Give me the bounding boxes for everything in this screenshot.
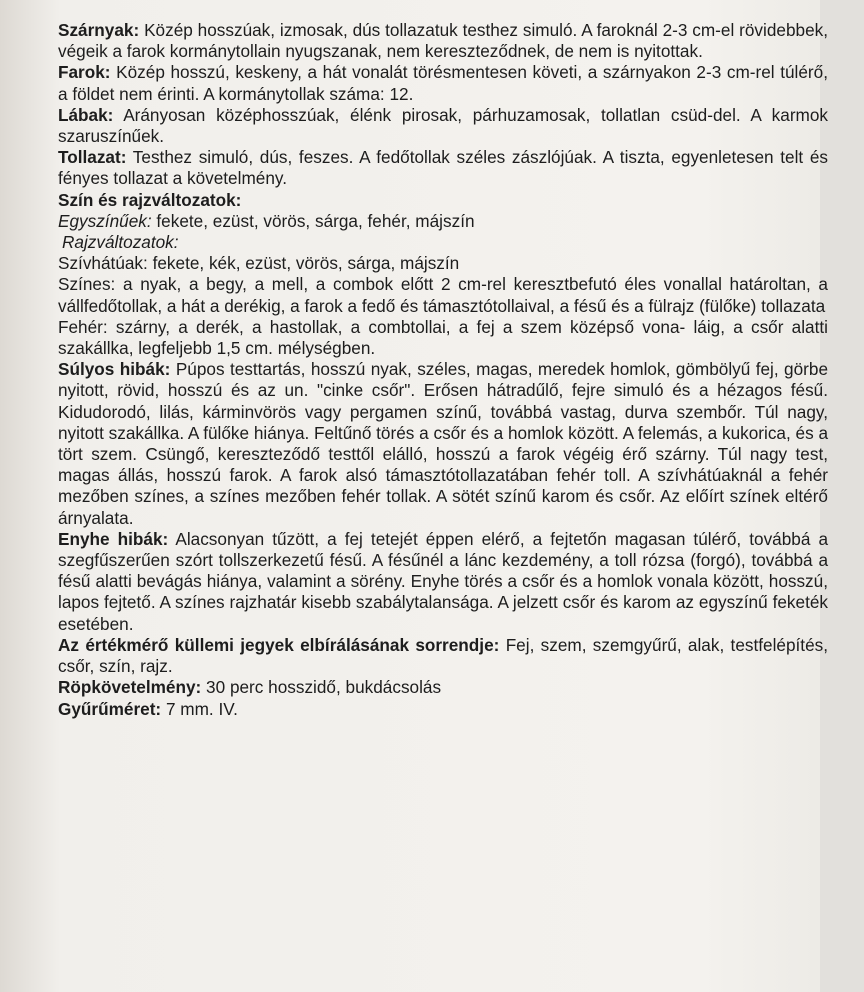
- szines-text: Színes: a nyak, a begy, a mell, a combok előtt 2 cm-rel keresztbefutó éles vonallal határoltan, a vállfedőtollak, a hát a derékig, a farok a fedő és támasztótollaival, a fésű és a fülrajz (fülőke) tollazata: [58, 274, 828, 316]
- egyszinuek-label: Egyszínűek:: [58, 210, 152, 231]
- section-sorrend: [58, 635, 828, 677]
- section-gyuru: [58, 699, 828, 720]
- text-enyhe: Alacsonyan tűzött, a fej tetejét éppen elérő, a fejtetőn magasan túlérő, továbbá a szegfűszerűen szórt tollszerkezetű fésű. A fésűnél a lánc kezdemény, a toll rózsa (forgó), továbbá a fésű alatti bevágás hiánya, valamint a sörény. Enyhe törés a csőr és a homlok vonala között, hosszú, lapos fejtető. A színes rajzhatár kisebb szabálytalansága. A jelzett csőr és karom az egyszínű feketék esetében.: [58, 528, 829, 634]
- heading-farok: Farok:: [58, 62, 111, 83]
- section-farok: [58, 62, 828, 104]
- breed-standard-text: [58, 20, 828, 720]
- egyszinuek-text: fekete, ezüst, vörös, sárga, fehér, májszín: [156, 210, 475, 231]
- section-sulyos: [58, 359, 828, 529]
- heading-szarnyak: Szárnyak:: [58, 20, 140, 40]
- section-szin-heading: [58, 190, 828, 211]
- section-enyhe: [58, 529, 828, 635]
- section-repules: [58, 677, 828, 698]
- heading-gyuru: Gyűrűméret:: [58, 698, 162, 719]
- szines-line: [58, 274, 828, 316]
- szivhatuak-text: Szívhátúak: fekete, kék, ezüst, vörös, sárga, májszín: [58, 253, 460, 274]
- text-sorrend: Fej, szem, szemgyűrű, alak, testfelépítés, csőr, szín, rajz.: [58, 634, 828, 677]
- text-repules: 30 perc hosszidő, bukdácsolás: [206, 677, 442, 698]
- section-tollazat: [58, 147, 828, 189]
- text-sulyos: Púpos testtartás, hosszú nyak, széles, magas, meredek homlok, gömbölyű fej, görbe nyitott, rövid, hosszú és az un. "cinke csőr". Erősen hátradűlő, fejre simuló és a hézagos fésű. Kidudorodó, lilás, kárminvörös vagy pergamen színű, továbbá vastag, durva szembőr. Túl nagy, nyitott szakállka. A fülőke hiánya. Feltűnő törés a csőr és a homlok között. A felemás, a kukorica, és a tört szem. Csüngő, kereszteződő testtől elálló, hosszú a farok végéig érő szárny. Túl nagy test, magas állás, hosszú farok. A farok alsó támasztótollazatában fehér toll. A szívhátúaknál a fehér mezőben színes, a színes mezőben fehér tollak. A sötét színű karom és csőr. Az előírt színek eltérő árnyalata.: [58, 359, 829, 528]
- section-labak: [58, 105, 828, 147]
- szivhatuak-line: [58, 253, 828, 274]
- heading-sulyos: Súlyos hibák:: [58, 359, 171, 380]
- feher-text: Fehér: szárny, a derék, a hastollak, a combtollai, a fej a szem középső vona- láig, a csőr alatti szakállka, legfeljebb 1,5 cm. mélységben.: [58, 316, 828, 359]
- text-farok: Közép hosszú, keskeny, a hát vonalát törésmentesen követi, a szárnyakon 2-3 cm-rel túlérő, a földet nem érinti. A kormánytollak száma: 12.: [58, 62, 828, 104]
- text-gyuru: 7 mm. IV.: [165, 698, 238, 719]
- text-tollazat: Testhez simuló, dús, feszes. A fedőtollak széles zászlójúak. A tiszta, egyenletesen telt és fényes tollazat a követelmény.: [58, 147, 828, 189]
- text-szarnyak: Közép hosszúak, izmosak, dús tollazatuk testhez simuló. A faroknál 2-3 cm-el rövidebbek, végeik a farok kormánytollain nyugszanak, nem kereszteződnek, de nem is nyitottak.: [58, 20, 828, 62]
- heading-labak: Lábak:: [58, 104, 114, 125]
- heading-tollazat: Tollazat:: [58, 147, 127, 168]
- section-szarnyak: [58, 20, 828, 62]
- rajzvaltozatok-label: Rajzváltozatok:: [62, 232, 179, 253]
- heading-enyhe: Enyhe hibák:: [58, 528, 169, 549]
- feher-line: [58, 317, 828, 359]
- heading-repules: Röpkövetelmény:: [58, 677, 202, 698]
- text-labak: Arányosan középhosszúak, élénk pirosak, párhuzamosak, tollatlan csüd-del. A karmok szaruszínűek.: [58, 104, 829, 147]
- heading-szin: Szín és rajzváltozatok:: [58, 189, 242, 210]
- heading-sorrend: Az értékmérő küllemi jegyek elbírálásának sorrendje:: [58, 634, 500, 655]
- rajzvaltozatok-line: [58, 232, 828, 253]
- egyszinuek-line: [58, 211, 828, 232]
